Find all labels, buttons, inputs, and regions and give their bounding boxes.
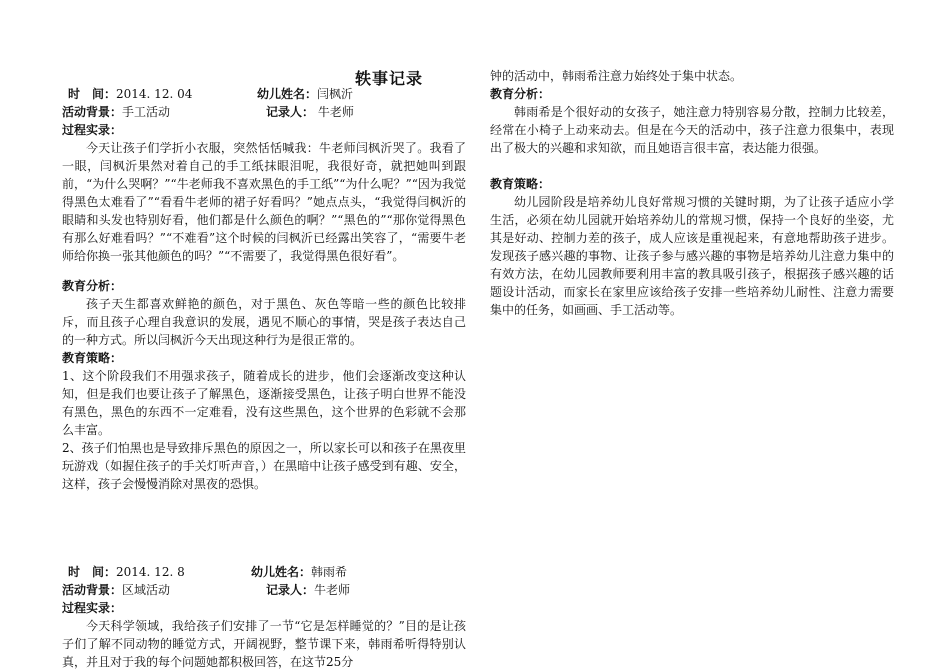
time-value: 2014. 12. 04 bbox=[116, 87, 193, 101]
time-value: 2014. 12. 8 bbox=[116, 565, 185, 579]
child-name-value: 韩雨希 bbox=[311, 565, 348, 579]
strategy-item-2: 2、孩子们怕黑也是导致排斥黑色的原因之一，所以家长可以和孩子在黑夜里玩游戏（如握住孩子的手关灯听声音，）在黑暗中让孩子感受到有趣、安全，这样，孩子会慢慢消除对黑夜的恐惧。 bbox=[62, 441, 466, 491]
strategy-heading: 教育策略： bbox=[62, 351, 123, 365]
background-value: 区域活动 bbox=[122, 583, 171, 597]
background-label: 活动背景： bbox=[62, 105, 123, 119]
strategy-item-1: 1、这个阶段我们不用强求孩子，随着成长的进步，他们会逐渐改变这种认知，但是我们也要让孩子了解黑色，逐渐接受黑色，让孩子明白世界不能没有黑色，黑色的东西不一定难看，没有这些黑色，这个世界的色彩就不会那么丰富。 bbox=[62, 369, 466, 437]
record-1-background-row bbox=[62, 103, 170, 121]
process-text: 今天让孩子们学折小衣服，突然恬恬喊我：牛老师闫枫沂哭了。我看了一眼，闫枫沂果然对着自己的手工纸抹眼泪呢，我很好奇，就把她叫到跟前，“为什么哭啊？”“牛老师我不喜欢黑色的手工纸”“为什么呢？”“因为我觉得黑色太难看了”“看看牛老师的裙子好看吗？”她点点头，“我觉得闫枫沂的眼睛和头发也特别好看，他们都是什么颜色的啊？”“黑色的”“那你觉得黑色有那么好难看吗？”“不难看”这个时候的闫枫沂已经露出笑容了，“需要牛老师给你换一张其他颜色的吗？”“不需要了，我觉得黑色很好看”。 bbox=[62, 141, 466, 263]
record-1-time-row bbox=[68, 85, 192, 103]
record-1-child-row bbox=[257, 85, 353, 103]
background-value: 手工活动 bbox=[122, 105, 171, 119]
time-label: 时 间： bbox=[68, 565, 117, 579]
process-heading: 过程实录： bbox=[62, 123, 123, 137]
strategy-heading: 教育策略： bbox=[490, 177, 551, 191]
time-label: 时 间： bbox=[68, 87, 117, 101]
recorder-label: 记录人： bbox=[266, 105, 315, 119]
record-2-background-row bbox=[62, 581, 170, 599]
process-text-part-1: 今天科学领域，我给孩子们安排了一节“它是怎样睡觉的？”目的是让孩子们了解不同动物的睡觉方式，开阔视野，整节课下来，韩雨希听得特别认真，并且对于我的每个问题她都积极回答，在这节25分 bbox=[62, 619, 466, 669]
record-2-recorder-row bbox=[266, 581, 350, 599]
record-2-time-row bbox=[68, 563, 185, 581]
analysis-text: 韩雨希是个很好动的女孩子，她注意力特别容易分散，控制力比较差，经常在小椅子上动来动去。但是在今天的活动中，孩子注意力很集中，表现出了极大的兴趣和求知欲，而且她语言很丰富，表达能力很强。 bbox=[490, 105, 894, 155]
analysis-heading: 教育分析： bbox=[62, 279, 123, 293]
strategy-text: 幼儿园阶段是培养幼儿良好常规习惯的关键时期，为了让孩子适应小学生活，必须在幼儿园就开始培养幼儿的常规习惯，保持一个良好的坐姿，尤其是好动、控制力差的孩子，成人应该是重视起来，有意地帮助孩子进步。发现孩子感兴趣的事物、让孩子参与感兴趣的事物是培养幼儿注意力集中的有效方法，在幼儿园教师要利用丰富的教具吸引孩子，根据孩子感兴趣的话题设计活动，而家长在家里应该给孩子安排一些培养幼儿耐性、注意力需要集中的任务，如画画、手工活动等。 bbox=[490, 195, 894, 317]
child-name-label: 幼儿姓名： bbox=[251, 565, 312, 579]
child-name-value: 闫枫沂 bbox=[317, 87, 354, 101]
process-heading: 过程实录： bbox=[62, 601, 123, 615]
record-2-child-row bbox=[251, 563, 347, 581]
child-name-label: 幼儿姓名： bbox=[257, 87, 318, 101]
recorder-label: 记录人： bbox=[266, 583, 315, 597]
process-text-part-2: 钟的活动中，韩雨希注意力始终处于集中状态。 bbox=[490, 69, 743, 83]
analysis-text: 孩子天生都喜欢鲜艳的颜色，对于黑色、灰色等暗一些的颜色比较排斥，而且孩子心理自我意识的发展，遇见不顺心的事情，哭是孩子表达自己的一种方式。所以闫枫沂今天出现这种行为是很正常的。 bbox=[62, 297, 466, 347]
analysis-heading: 教育分析： bbox=[490, 87, 551, 101]
recorder-value: 牛老师 bbox=[314, 583, 351, 597]
document-title: 轶事记录 bbox=[355, 69, 424, 88]
record-1-recorder-row bbox=[266, 103, 354, 121]
background-label: 活动背景： bbox=[62, 583, 123, 597]
recorder-value: 牛老师 bbox=[317, 105, 354, 119]
